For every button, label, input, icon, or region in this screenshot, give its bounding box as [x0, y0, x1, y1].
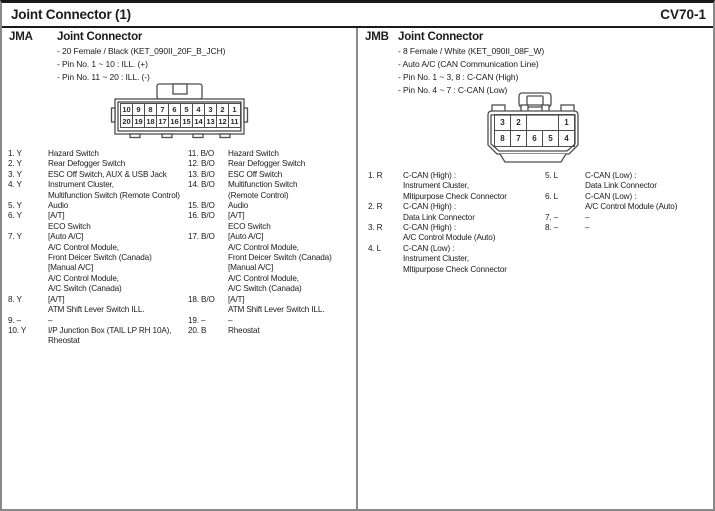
pin-cavity: 7 [511, 131, 527, 147]
pin-row [368, 202, 713, 212]
pin-desc: – [48, 315, 53, 325]
pin-desc: Instrument Cluster, [48, 180, 114, 190]
pin-desc: C-CAN (High) : [403, 202, 456, 212]
pin-num: 8. – [545, 223, 559, 233]
note-line: - Pin No. 4 ~ 7 : C-CAN (Low) [398, 85, 508, 95]
pin-desc: [A/T] [48, 294, 65, 304]
pin-num: 2. Y [8, 159, 22, 169]
page-title: Joint Connector (1) [11, 7, 131, 22]
pin-num: 5. Y [8, 201, 22, 211]
pin-num [8, 191, 48, 201]
pin-desc: ESC Off Switch, AUX & USB Jack [48, 169, 167, 179]
pin-row [8, 253, 353, 263]
pin-cavity: 20 [122, 116, 131, 126]
pin-num [368, 213, 403, 223]
jmb-section-title: Joint Connector [398, 31, 484, 43]
pin-row [8, 295, 353, 305]
pin-cavity: 18 [146, 116, 155, 126]
pin-desc: Audio [48, 201, 69, 211]
pin-desc: Rheostat [48, 336, 80, 346]
pin-cavity: 8 [145, 104, 157, 116]
pin-cavity: 5 [181, 104, 193, 116]
pin-cavity [527, 115, 559, 131]
pin-num: 9. – [8, 315, 22, 325]
pin-num [188, 274, 228, 284]
pin-num: 17. B/O [188, 232, 215, 242]
jma-side-tab-right [244, 108, 248, 122]
pin-desc: A/C Control Module, [228, 242, 299, 252]
jma-bottom-tab [220, 134, 230, 138]
jma-bottom-tab [130, 134, 140, 138]
connector-grid-row [121, 116, 241, 128]
pin-desc [585, 233, 713, 243]
jmb-base [500, 154, 566, 162]
pin-desc: ESC Off Switch [228, 169, 283, 179]
pin-num [8, 222, 48, 232]
pin-cavity: 2 [217, 104, 229, 116]
pin-desc: Front Deicer Switch (Canada) [48, 253, 152, 263]
pin-row [8, 263, 353, 273]
pin-num [368, 254, 403, 264]
pin-cavity: 16 [170, 116, 179, 126]
pin-desc: Multifunction Switch (Remote Control) [48, 190, 180, 200]
pin-num [545, 181, 585, 191]
pin-row [368, 213, 713, 223]
pin-desc: C-CAN (High) : [403, 223, 456, 233]
pin-num: 10. Y [8, 325, 27, 335]
pin-desc: ECO Switch [48, 221, 91, 231]
pin-num: 6. Y [8, 211, 22, 221]
pin-num [545, 254, 585, 264]
page-code: CV70-1 [660, 7, 706, 22]
pin-row [8, 284, 353, 294]
pin-num: 4. L [368, 243, 382, 253]
jmb-latch-notch [527, 96, 543, 105]
pin-desc: C-CAN (Low) : [585, 191, 637, 201]
pin-num: 16. B/O [188, 211, 215, 221]
jmb-pin-grid [494, 114, 575, 147]
pin-desc: [Auto A/C] [48, 232, 84, 242]
jma-section-title: Joint Connector [57, 31, 143, 43]
note-line: - Pin No. 1 ~ 10 : ILL. (+) [57, 59, 148, 69]
pin-row [8, 191, 353, 201]
panel-divider [356, 28, 358, 509]
pin-desc: A/C Switch (Canada) [228, 284, 302, 294]
pin-desc: Instrument Cluster, [403, 181, 469, 191]
pin-num: 15. B/O [188, 201, 215, 211]
pin-desc: [A/T] [228, 211, 245, 221]
pin-desc: – [585, 223, 590, 233]
pin-row [8, 159, 353, 169]
pin-desc: – [228, 315, 233, 325]
pin-desc: A/C Switch (Canada) [48, 284, 122, 294]
pin-desc: Front Deicer Switch (Canada) [228, 253, 332, 263]
pin-desc: [A/T] [228, 294, 245, 304]
pin-num [368, 233, 403, 243]
connector-grid-row [121, 104, 241, 116]
pin-desc: Hazard Switch [228, 149, 279, 158]
pin-cavity: 9 [133, 104, 145, 116]
jma-pin-grid [120, 103, 241, 128]
pin-row [8, 336, 353, 346]
pin-row [368, 223, 713, 233]
pin-cavity: 5 [543, 131, 559, 147]
pin-num: 20. B [188, 325, 207, 335]
pin-desc: C-CAN (Low) : [403, 243, 455, 253]
pin-row [368, 254, 713, 264]
jma-bottom-tab [162, 134, 172, 138]
pin-num [545, 265, 585, 275]
pin-cavity: 15 [182, 116, 191, 126]
pin-num: 2. R [368, 202, 383, 212]
pin-num: 3. Y [8, 169, 22, 179]
jma-bottom-tab [193, 134, 203, 138]
pin-cavity: 11 [229, 116, 241, 128]
pin-cavity: 17 [158, 116, 167, 126]
note-line: - Pin No. 1 ~ 3, 8 : C-CAN (High) [398, 72, 519, 82]
pin-row [8, 149, 353, 159]
pin-num [8, 253, 48, 263]
pin-cavity: 13 [206, 116, 215, 126]
pin-desc: [Manual A/C] [228, 263, 274, 273]
pin-row [8, 232, 353, 242]
pin-row [8, 222, 353, 232]
pin-num [8, 305, 48, 315]
pin-num: 8. Y [8, 294, 22, 304]
pin-num [8, 284, 48, 294]
pin-row [8, 170, 353, 180]
pin-num [188, 305, 228, 315]
pin-row [368, 244, 713, 254]
pin-row [368, 265, 713, 275]
pin-num: 7. Y [8, 232, 22, 242]
pin-row [8, 211, 353, 221]
note-line: - 20 Female / Black (KET_090II_20F_B_JCH) [57, 46, 226, 56]
pin-row [8, 180, 353, 190]
pin-desc [228, 336, 353, 346]
pin-desc: [Auto A/C] [228, 232, 264, 242]
pin-num: 6. L [545, 191, 559, 201]
jma-pin-list [8, 149, 353, 347]
pin-desc: Data Link Connector [585, 181, 657, 191]
pin-cavity: 4 [559, 131, 575, 147]
pin-cavity: 3 [495, 115, 511, 131]
pin-num [188, 284, 228, 294]
pin-num: 1. R [368, 171, 383, 180]
pin-num: 18. B/O [188, 294, 215, 304]
pin-cavity: 2 [511, 115, 527, 131]
pin-num: 7. – [545, 212, 559, 222]
note-line: - Pin No. 11 ~ 20 : ILL. (-) [57, 72, 150, 82]
pin-desc: Mltipurpose Check Connector [403, 264, 507, 274]
pin-desc: A/C Control Module, [48, 273, 119, 283]
pin-num [188, 191, 228, 201]
pin-num [545, 244, 585, 254]
pin-row [368, 181, 713, 191]
pin-row [8, 305, 353, 315]
pin-num [188, 263, 228, 273]
pin-cavity: 7 [157, 104, 169, 116]
pin-desc: [Manual A/C] [48, 263, 94, 273]
pin-row [368, 233, 713, 243]
pin-num [368, 192, 403, 202]
pin-desc: Rheostat [228, 325, 260, 335]
pin-desc: – [585, 212, 590, 222]
pin-desc: A/C Control Module (Auto) [403, 233, 496, 243]
page-header [2, 3, 713, 28]
pin-num [188, 253, 228, 263]
pin-num [8, 243, 48, 253]
pin-desc: I/P Junction Box (TAIL LP RH 10A), [48, 325, 172, 335]
pin-num: 19. – [188, 315, 206, 325]
pin-cavity: 10 [122, 104, 131, 114]
pin-desc: A/C Control Module, [228, 273, 299, 283]
pin-desc: Instrument Cluster, [403, 254, 469, 264]
pin-num: 4. Y [8, 180, 22, 190]
pin-row [368, 192, 713, 202]
pin-desc [585, 265, 713, 275]
pin-desc: ECO Switch [228, 221, 271, 231]
pin-desc: Multifunction Switch [228, 180, 298, 190]
pin-num: 1. Y [8, 149, 22, 158]
pin-num [188, 336, 228, 346]
pin-cavity: 6 [169, 104, 181, 116]
pin-desc: A/C Control Module, [48, 242, 119, 252]
pin-row [8, 316, 353, 326]
pin-row [8, 274, 353, 284]
pin-desc: Data Link Connector [403, 212, 475, 222]
pin-num [545, 202, 585, 212]
pin-desc: C-CAN (High) : [403, 171, 456, 180]
pin-desc: Rear Defogger Switch [228, 159, 306, 169]
pin-num [368, 265, 403, 275]
pin-desc: ATM Shift Lever Switch ILL. [48, 305, 145, 315]
pin-desc: C-CAN (Low) : [585, 171, 637, 180]
jmb-section-label: JMB [365, 31, 389, 43]
pin-cavity: 14 [194, 116, 203, 126]
pin-row [368, 171, 713, 181]
pin-num [188, 222, 228, 232]
connector-grid-row [495, 115, 575, 131]
pin-cavity: 6 [527, 131, 543, 147]
pin-desc: ATM Shift Lever Switch ILL. [228, 305, 325, 315]
pin-cavity: 4 [193, 104, 205, 116]
pin-desc: Hazard Switch [48, 149, 99, 158]
pin-desc: Audio [228, 201, 249, 211]
pin-row [8, 326, 353, 336]
jma-latch-notch [173, 84, 187, 94]
pin-cavity: 19 [134, 116, 143, 126]
pin-desc [585, 244, 713, 254]
jma-side-tab-left [112, 108, 116, 122]
note-line: - Auto A/C (CAN Communication Line) [398, 59, 539, 69]
pin-cavity: 8 [495, 131, 511, 147]
pin-num [545, 233, 585, 243]
jmb-pin-list [368, 171, 713, 275]
pin-num: 14. B/O [188, 180, 215, 190]
pin-num [368, 181, 403, 191]
pin-desc: (Remote Control) [228, 190, 289, 200]
pin-desc [585, 254, 713, 264]
jma-section-label: JMA [9, 31, 33, 43]
pin-desc: [A/T] [48, 211, 65, 221]
pin-num: 11. B/O [188, 149, 215, 158]
pin-num [8, 274, 48, 284]
pin-num [188, 243, 228, 253]
pin-num [8, 263, 48, 273]
pin-row [8, 201, 353, 211]
pin-num: 13. B/O [188, 169, 215, 179]
pin-num [8, 336, 48, 346]
pin-cavity: 1 [229, 104, 241, 116]
pin-desc: Rear Defogger Switch [48, 159, 126, 169]
pin-num: 12. B/O [188, 159, 215, 169]
pin-num: 5. L [545, 171, 559, 180]
jma-notes [57, 45, 225, 84]
note-line: - 8 Female / White (KET_090II_08F_W) [398, 46, 545, 56]
connector-grid-row [495, 131, 575, 147]
pin-num: 3. R [368, 223, 383, 233]
pin-row [8, 243, 353, 253]
pin-cavity: 3 [205, 104, 217, 116]
pin-desc: Mltipurpose Check Connector [403, 191, 507, 201]
pin-cavity: 1 [559, 115, 575, 131]
pin-cavity: 12 [218, 116, 227, 126]
pin-desc: A/C Control Module (Auto) [585, 202, 678, 212]
